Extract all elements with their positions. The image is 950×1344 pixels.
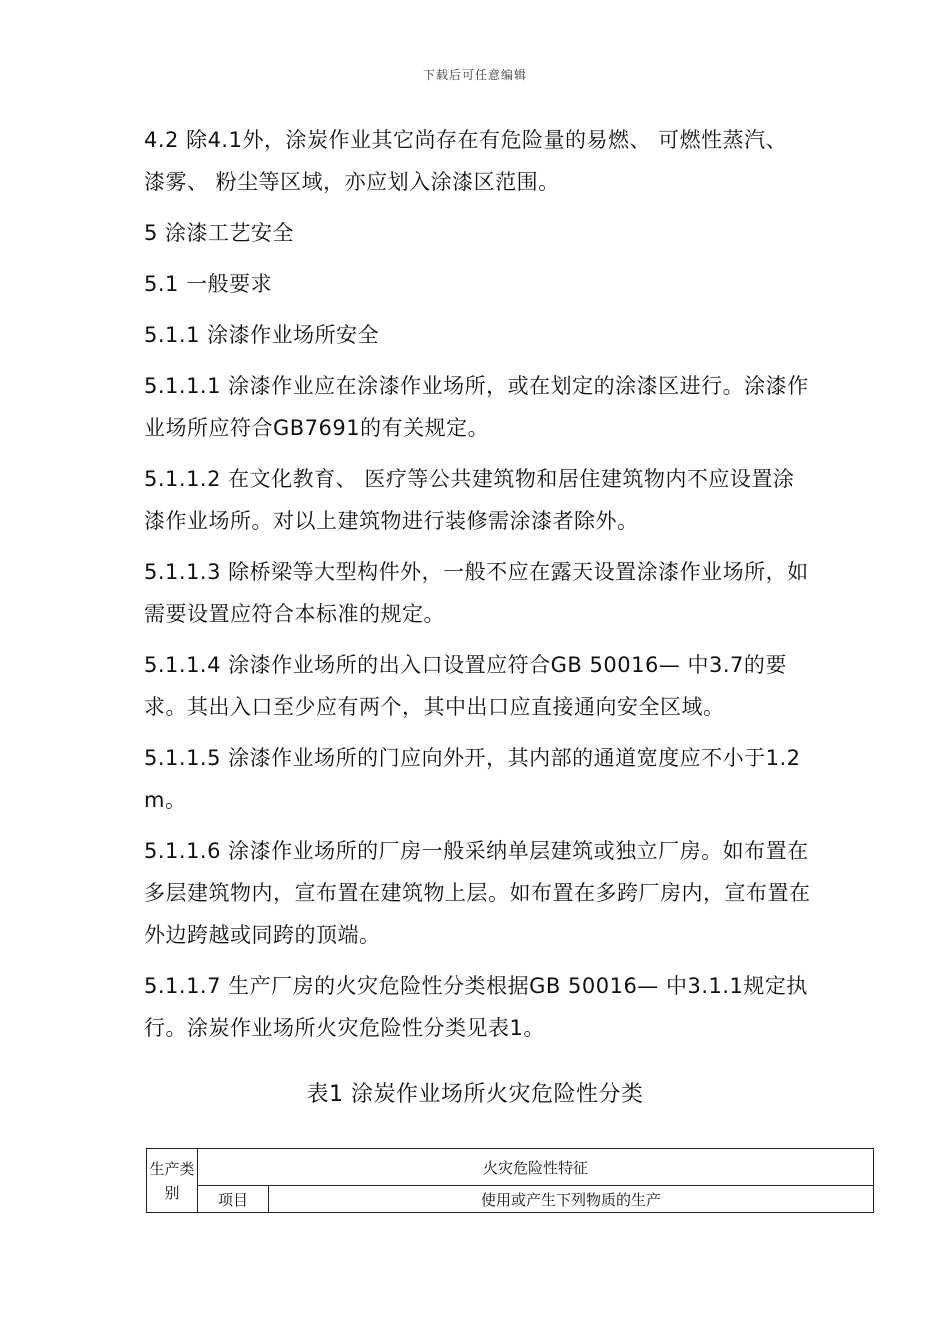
paragraph-5-1-1-2: 5.1.1.2 在文化教育、 医疗等公共建筑物和居住建筑物内不应设置涂漆作业场所。对以上建筑物进行装修需涂漆者除外。 (144, 467, 795, 533)
paragraph-5-1-1-4: 5.1.1.4 涂漆作业场所的出入口设置应符合GB 50016— 中3.7的要求。其出入口至少应有两个，其中出口应直接通向安全区域。 (144, 653, 787, 719)
paragraph-5-1-1-6: 5.1.1.6 涂漆作业场所的厂房一般采纳单层建筑或独立厂房。如布置在多层建筑物内，宣布置在建筑物上层。如布置在多跨厂房内，宣布置在外边跨越或同跨的顶端。 (144, 839, 811, 947)
paragraph-5-1-1-7: 5.1.1.7 生产厂房的火灾危险性分类根据GB 50016— 中3.1.1规定执行。涂炭作业场所火灾危险性分类见表1。 (144, 974, 808, 1040)
heading-5-1-1: 5.1.1 涂漆作业场所安全 (144, 323, 380, 347)
paragraph-5-1-1-5: 5.1.1.5 涂漆作业场所的门应向外开，其内部的通道宽度应不小于1.2m。 (144, 746, 801, 812)
table-row (147, 1186, 874, 1213)
paragraph-5-1-1-3: 5.1.1.3 除桥梁等大型构件外，一般不应在露天设置涂漆作业场所，如需要设置应符合本标准的规定。 (144, 560, 809, 626)
table-title: 表1 涂炭作业场所火灾危险性分类 (306, 1082, 644, 1107)
paragraph-4-2: 4.2 除4.1外，涂炭作业其它尚存在有危险量的易燃、 可燃性蒸汽、 漆雾、 粉尘等区域，亦应划入涂漆区范围。 (144, 128, 788, 194)
document-body (144, 119, 812, 1058)
hazard-table (146, 1148, 874, 1213)
heading-5-1: 5.1 一般要求 (144, 272, 273, 296)
page-header: 下载后可任意编辑 (422, 68, 527, 82)
table-row (147, 1149, 874, 1186)
category-header-cell: 生产类别 (147, 1149, 198, 1213)
substance-header-cell: 使用或产生下列物质的生产 (269, 1186, 874, 1213)
heading-5: 5 涂漆工艺安全 (144, 221, 295, 245)
item-header-cell: 项目 (198, 1186, 269, 1213)
feature-header-cell: 火灾危险性特征 (198, 1149, 874, 1186)
paragraph-5-1-1-1: 5.1.1.1 涂漆作业应在涂漆作业场所，或在划定的涂漆区进行。涂漆作业场所应符合GB7691的有关规定。 (144, 374, 809, 440)
